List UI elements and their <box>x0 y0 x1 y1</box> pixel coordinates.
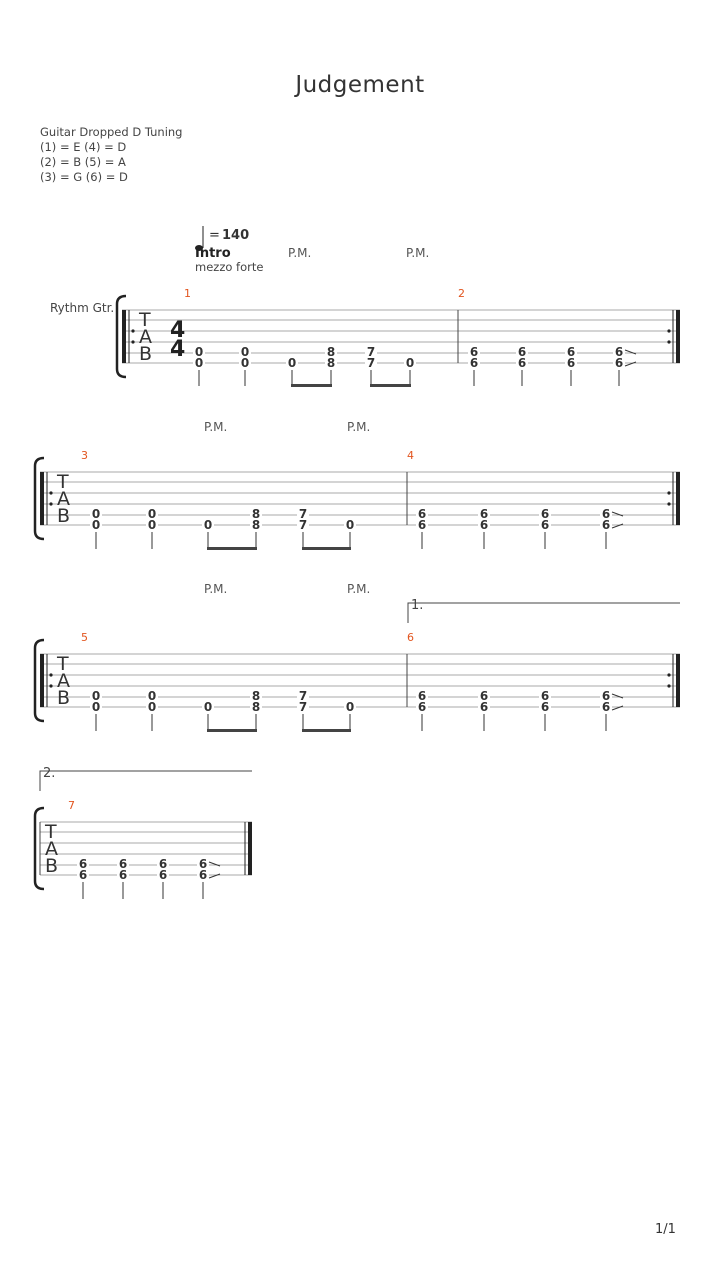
tab-clef-a: A <box>139 326 152 348</box>
repeat-dot <box>49 684 52 687</box>
repeat-dot <box>49 491 52 494</box>
fret-number: 6 <box>479 689 489 703</box>
fret-number: 6 <box>417 700 427 714</box>
tuning-line: (2) = B (5) = A <box>40 155 126 169</box>
fret-number: 6 <box>517 356 527 370</box>
palm-mute-label: P.M. <box>288 246 312 260</box>
eighth-beam <box>370 384 411 387</box>
palm-mute-label: P.M. <box>347 420 371 434</box>
note-column <box>478 689 490 731</box>
bar-number: 1 <box>184 287 191 300</box>
bar-number: 2 <box>458 287 465 300</box>
fret-number: 8 <box>326 356 336 370</box>
eighth-beam <box>302 547 351 550</box>
fret-number: 0 <box>203 700 213 714</box>
tab-clef-b: B <box>57 505 71 527</box>
note-column <box>416 689 428 731</box>
fret-number: 0 <box>91 507 101 521</box>
staff-lines <box>40 654 680 707</box>
note-column <box>193 345 205 386</box>
repeat-dot <box>49 673 52 676</box>
fret-number: 6 <box>540 518 550 532</box>
fret-number: 6 <box>158 857 168 871</box>
bar-number: 6 <box>407 631 414 644</box>
fret-number: 8 <box>251 689 261 703</box>
fret-number: 6 <box>566 345 576 359</box>
note-column <box>239 345 251 386</box>
note-column <box>365 345 377 386</box>
repeat-dot <box>667 340 670 343</box>
tuning-line: (3) = G (6) = D <box>40 170 128 184</box>
palm-mute-label: P.M. <box>204 420 228 434</box>
note-column <box>146 507 158 549</box>
bar-number: 7 <box>68 799 75 812</box>
tempo-value: 140 <box>222 228 250 243</box>
repeat-end-thick-bar <box>676 654 680 707</box>
tab-system-4 <box>35 799 252 899</box>
note-column <box>613 345 636 386</box>
repeat-dot <box>667 684 670 687</box>
page-number: 1/1 <box>655 1222 676 1237</box>
tab-system-1 <box>117 287 680 387</box>
fret-number: 6 <box>417 689 427 703</box>
repeat-end-thick-bar <box>676 472 680 525</box>
fret-number: 0 <box>194 345 204 359</box>
volta-first-ending <box>408 598 680 623</box>
fret-number: 0 <box>147 700 157 714</box>
repeat-dot <box>131 340 134 343</box>
volta-second-ending <box>40 766 252 791</box>
tab-clef-t: T <box>57 471 69 493</box>
tab-system-3 <box>35 631 680 732</box>
volta-label: 2. <box>43 766 56 781</box>
note-column <box>286 356 298 386</box>
tab-clef-t: T <box>45 821 57 843</box>
fret-number: 8 <box>251 518 261 532</box>
tab-clef-a: A <box>57 488 70 510</box>
repeat-dot <box>131 329 134 332</box>
staff-lines <box>40 822 252 875</box>
fret-number: 6 <box>198 868 208 882</box>
note-column <box>250 507 262 549</box>
note-column <box>157 857 169 899</box>
repeat-dot <box>667 502 670 505</box>
fret-number: 7 <box>366 345 376 359</box>
fret-number: 6 <box>614 356 624 370</box>
fret-number: 6 <box>540 507 550 521</box>
fret-number: 6 <box>601 507 611 521</box>
repeat-dot <box>667 329 670 332</box>
final-thick-bar <box>248 822 252 875</box>
bar-number: 4 <box>407 449 414 462</box>
repeat-start-thick-bar <box>40 654 44 707</box>
fret-number: 6 <box>78 868 88 882</box>
bar-number: 3 <box>81 449 88 462</box>
eighth-beam <box>207 547 257 550</box>
eighth-beam <box>302 729 351 732</box>
fret-number: 6 <box>540 700 550 714</box>
track-name: Rythm Gtr. <box>50 301 115 315</box>
fret-number: 6 <box>158 868 168 882</box>
fret-number: 6 <box>479 507 489 521</box>
fret-number: 6 <box>469 356 479 370</box>
note-column <box>344 518 356 549</box>
fret-number: 0 <box>240 345 250 359</box>
fret-number: 7 <box>298 700 308 714</box>
tab-clef-b: B <box>57 687 71 709</box>
fret-number: 0 <box>287 356 297 370</box>
note-column <box>478 507 490 549</box>
section-label: Intro <box>195 246 231 261</box>
tuning-header: Guitar Dropped D Tuning <box>40 125 183 139</box>
fret-number: 0 <box>91 689 101 703</box>
repeat-dot <box>667 673 670 676</box>
repeat-start-thick-bar <box>122 310 126 363</box>
note-column <box>416 507 428 549</box>
note-column <box>344 700 356 731</box>
fret-number: 6 <box>601 700 611 714</box>
note-column <box>202 700 214 731</box>
tab-system-2 <box>35 449 680 550</box>
fret-number: 6 <box>78 857 88 871</box>
repeat-start-thick-bar <box>40 472 44 525</box>
fret-number: 7 <box>366 356 376 370</box>
dynamic-marking: mezzo forte <box>195 260 264 274</box>
note-column <box>197 857 220 899</box>
fret-number: 6 <box>517 345 527 359</box>
fret-number: 8 <box>251 700 261 714</box>
fret-number: 6 <box>540 689 550 703</box>
fret-number: 0 <box>91 700 101 714</box>
note-column <box>325 345 337 386</box>
song-title: Judgement <box>295 72 425 98</box>
fret-number: 6 <box>198 857 208 871</box>
repeat-dot <box>667 491 670 494</box>
tab-clef-t: T <box>139 309 151 331</box>
staff-lines <box>40 472 680 525</box>
fret-number: 6 <box>601 689 611 703</box>
volta-label: 1. <box>411 598 424 613</box>
note-column <box>146 689 158 731</box>
fret-number: 6 <box>417 507 427 521</box>
note-column <box>565 345 577 386</box>
time-signature-bottom: 4 <box>170 337 186 362</box>
fret-number: 6 <box>469 345 479 359</box>
repeat-end-thick-bar <box>676 310 680 363</box>
note-column <box>516 345 528 386</box>
fret-number: 7 <box>298 689 308 703</box>
fret-number: 0 <box>147 507 157 521</box>
note-column <box>404 356 416 386</box>
tab-clef-b: B <box>139 343 153 365</box>
note-column <box>297 507 309 549</box>
eighth-beam <box>207 729 257 732</box>
fret-number: 0 <box>240 356 250 370</box>
note-column <box>600 689 623 731</box>
note-column <box>117 857 129 899</box>
note-column <box>90 507 102 549</box>
tab-clef-a: A <box>57 670 70 692</box>
fret-number: 0 <box>203 518 213 532</box>
tuning-line: (1) = E (4) = D <box>40 140 127 154</box>
palm-mute-label: P.M. <box>347 582 371 596</box>
fret-number: 0 <box>345 518 355 532</box>
fret-number: 0 <box>405 356 415 370</box>
fret-number: 6 <box>118 868 128 882</box>
fret-number: 6 <box>118 857 128 871</box>
fret-number: 6 <box>614 345 624 359</box>
note-column <box>600 507 623 549</box>
fret-number: 0 <box>194 356 204 370</box>
fret-number: 6 <box>479 700 489 714</box>
fret-number: 0 <box>147 518 157 532</box>
note-column <box>297 689 309 731</box>
bar-number: 5 <box>81 631 88 644</box>
tab-clef-b: B <box>45 855 59 877</box>
fret-number: 6 <box>479 518 489 532</box>
note-column <box>250 689 262 731</box>
fret-number: 0 <box>147 689 157 703</box>
note-column <box>202 518 214 549</box>
note-column <box>90 689 102 731</box>
note-column <box>539 507 551 549</box>
eighth-beam <box>291 384 332 387</box>
note-column <box>468 345 480 386</box>
time-signature-top: 4 <box>170 318 186 343</box>
fret-number: 6 <box>601 518 611 532</box>
fret-number: 8 <box>251 507 261 521</box>
palm-mute-label: P.M. <box>204 582 228 596</box>
fret-number: 0 <box>345 700 355 714</box>
tempo-prefix: = <box>209 228 220 243</box>
palm-mute-label: P.M. <box>406 246 430 260</box>
repeat-dot <box>49 502 52 505</box>
tab-clef-a: A <box>45 838 58 860</box>
fret-number: 6 <box>566 356 576 370</box>
fret-number: 6 <box>417 518 427 532</box>
fret-number: 8 <box>326 345 336 359</box>
fret-number: 0 <box>91 518 101 532</box>
fret-number: 7 <box>298 518 308 532</box>
fret-number: 7 <box>298 507 308 521</box>
note-column <box>539 689 551 731</box>
note-column <box>77 857 89 899</box>
staff-lines <box>122 310 680 363</box>
tab-clef-t: T <box>57 653 69 675</box>
